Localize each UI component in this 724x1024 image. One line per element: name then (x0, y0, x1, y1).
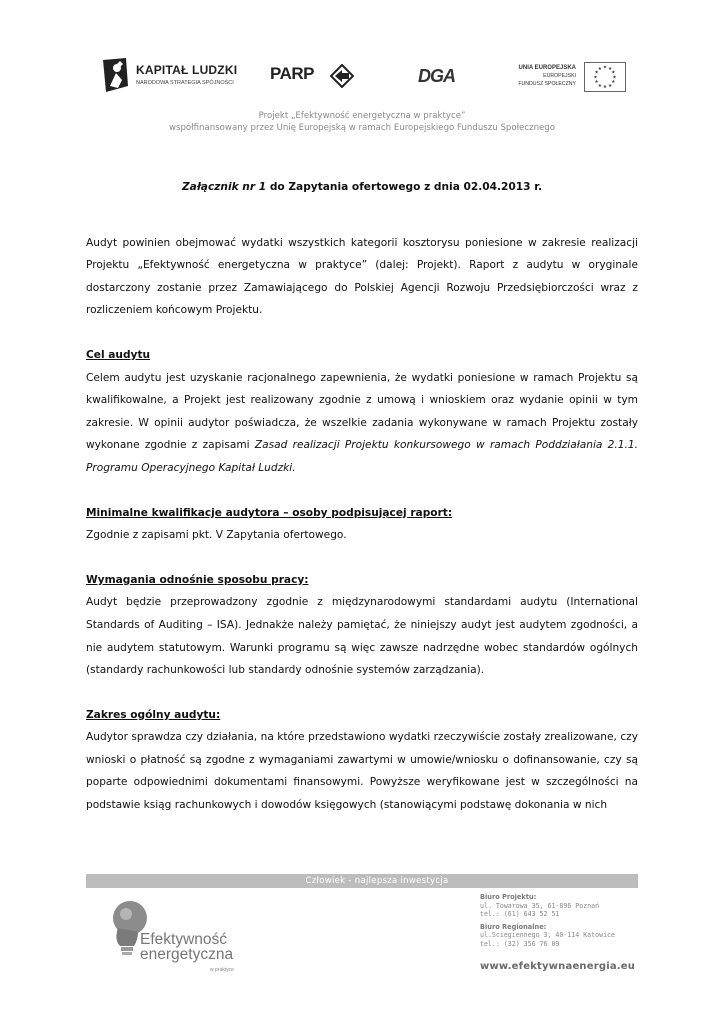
svg-text:★: ★ (593, 75, 598, 81)
section-text-cel-audytu (86, 367, 638, 480)
svg-text:★: ★ (597, 67, 602, 72)
website-link[interactable]: www.efektywnaenergia.eu (480, 961, 636, 972)
section-text-wymagania: Audyt będzie przeprowadzony zgodnie z międzynarodowymi standardami audytu (International Standards of Auditing – ISA). Jednakże należy pamiętać, że niniejszy audyt jest audytem zgodności, a nie audytem statutowym. Warunki programu są więc zawsze nadrzędne wobec standardów ogólnych (standardy rachunkowości lub standardy odnośnie systemów zarządzania). (86, 596, 638, 677)
svg-text:★: ★ (611, 80, 616, 86)
biuro-regionalne-label: Biuro Regionalne: (480, 922, 547, 931)
biuro-regionalne-address: ul.Sciegiennego 3, 40-114 Katowice (480, 931, 615, 940)
kapital-ludzki-emblem-icon (100, 56, 130, 94)
kapital-ludzki-title: KAPITAŁ LUDZKI (136, 63, 238, 77)
biuro-projektu-phone: tel.: (61) 643 52 51 (480, 910, 560, 919)
biuro-regionalne (480, 923, 640, 949)
biuro-regionalne-phone: tel.: (32) 356 76 09 (480, 939, 560, 948)
section-heading-cel-audytu: Cel audytu (86, 348, 151, 361)
svg-text:★: ★ (602, 65, 608, 71)
project-line-2: współfinansowany przez Unię Europejską w ramach Europejskiego Funduszu Społecznego (168, 123, 556, 133)
section-heading-kwalifikacje: Minimalne kwalifikacje audytora – osoby podpisującej raport: (86, 506, 453, 519)
header-logos (0, 52, 724, 102)
efektywnosc-energetyczna-logo (104, 896, 264, 976)
svg-text:★: ★ (608, 67, 613, 72)
biuro-projektu (480, 893, 640, 919)
svg-text:★: ★ (597, 83, 602, 89)
svg-text:★: ★ (611, 70, 616, 76)
section-heading-zakres: Zakres ogólny audytu: (86, 708, 221, 721)
parp-text: PARP (270, 64, 314, 83)
eu-name: UNIA EUROPEJSKA (518, 65, 576, 71)
project-subtitle (0, 110, 724, 134)
project-line-1: Projekt „Efektywność energetyczna w praktyce” (258, 111, 466, 121)
biuro-projektu-address: ul. Towarowa 35, 61-896 Poznań (480, 901, 600, 910)
intro-paragraph: Audyt powinien obejmować wydatki wszystkich kategorii kosztorysu poniesione w zakresie realizacji Projektu „Efektywność energetyczna w praktyce” (dalej: Projekt). Raport z audytu w oryginale dostarczony zostanie przez Zamawiającego do Polskiej Agencji Rozwoju Przedsiębiorczości wraz z rozliczeniem końcowym Projektu. (86, 236, 638, 317)
parp-logo (270, 64, 360, 90)
biuro-projektu-label: Biuro Projektu: (480, 893, 537, 901)
svg-text:★: ★ (602, 85, 608, 91)
eu-logo (510, 62, 625, 94)
cel-audytu-text: Celem audytu jest uzyskanie racjonalnego zapewnienia, że wydatki poniesione w ramach Projektu są kwalifikowalne, a Projekt jest realizowany zgodnie z umową i wnioskiem oraz wydanie opinii w tym zakresie. W opinii audytor poświadcza, że wszelkie zadania wykonywane w ramach Projektu zostały wykonane zgodnie z zapisami (86, 371, 638, 452)
eu-flag-icon (584, 62, 626, 92)
footer-banner (86, 874, 638, 888)
logo-word-efektywnosc: Efektywność (140, 931, 228, 948)
svg-text:★: ★ (608, 83, 613, 89)
document-title-rest: do Zapytania ofertowego z dnia 02.04.2013 r. (266, 181, 542, 193)
eu-fund-line2: FUNDUSZ SPOŁECZNY (518, 81, 576, 87)
section-text-kwalifikacje: Zgodnie z zapisami pkt. V Zapytania ofertowego. (86, 529, 347, 542)
document-title (86, 176, 638, 199)
kapital-ludzki-logo (100, 56, 240, 96)
cel-audytu-italic-text: Zasad realizacji Projektu konkursowego w ramach Poddziałania 2.1.1. Programu Operacyjnego Kapitał Ludzki. (86, 439, 638, 474)
dga-logo (416, 66, 466, 90)
contact-block (480, 893, 640, 953)
svg-text:★: ★ (594, 70, 599, 76)
document-body (86, 176, 638, 817)
logo-word-w-praktyce: w praktyce (210, 967, 234, 973)
svg-text:★: ★ (594, 80, 599, 86)
dga-text: DGA (418, 66, 455, 86)
svg-text:★: ★ (612, 75, 617, 81)
kapital-ludzki-subtitle: NARODOWA STRATEGIA SPÓJNOŚCI (136, 80, 234, 86)
footer-banner-text: Człowiek - najlepsza inwestycja (305, 876, 449, 886)
parp-arrows-icon (330, 64, 354, 88)
eu-fund-line1: EUROPEJSKI (543, 73, 576, 79)
section-heading-wymagania: Wymagania odnośnie sposobu pracy: (86, 573, 309, 586)
document-title-italic: Załącznik nr 1 (182, 181, 267, 193)
logo-word-energetyczna: energetyczna (140, 946, 234, 963)
section-text-zakres: Audytor sprawdza czy działania, na które przedstawiono wydatki rzeczywiście zostały zrealizowane, czy wnioski o płatność są zgodne z wymaganiami zawartymi w umowie/wniosku o dofinansowanie, czy są poparte odpowiednimi dokumentami finansowymi. Powyższe weryfikowane jest w szczególności na podstawie ksiąg rachunkowych i dowodów księgowych (stanowiącymi podstawę dokonania w nich (86, 731, 638, 812)
